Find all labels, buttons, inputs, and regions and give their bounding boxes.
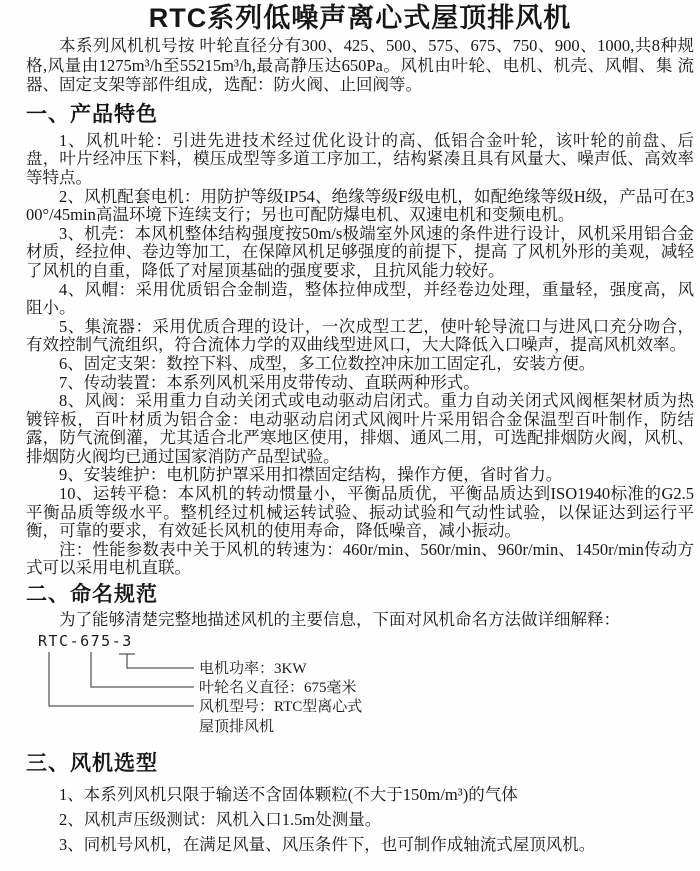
feature-item-10: 10、运转平稳：本风机的转动惯量小，平衡品质优，平衡品质达到ISO1940标准的G2.5平衡品质等级水平。整机经过机械运转试验、振动试验和气动性试验，以保证达到运行平衡，可靠的要求，有效延长风机的使用寿命，降低噪音，减小振动。 [26, 484, 694, 541]
selection-item-2: 2、风机声压级测试：风机入口1.5m处测量。 [59, 809, 382, 829]
callout-line-model [49, 652, 194, 706]
page-title: RTC系列低噪声离心式屋顶排风机 [148, 3, 572, 33]
section-heading-naming: 二、命名规范 [26, 583, 158, 607]
selection-item-3: 3、同机号风机，在满足风量、风压条件下，也可制作成轴流式屋顶风机。 [59, 834, 596, 854]
selection-item-1: 1、本系列风机只限于输送不含固体颗粒(不大于150m/m³)的气体 [59, 784, 518, 804]
intro-paragraph: 本系列风机机号按 叶轮直径分有300、425、500、575、675、750、900、1000,共8种规格,风量由1275m³/h至55215m³/h,最高静压达650Pa。风机由叶轮、电机、机壳、风帽、集 流器、固定支架等部件组成，选配：防火阀、止回阀等。 [26, 36, 694, 95]
features-note: 注：性能参数表中关于风机的转速为：460r/min、560r/min、960r/min、1450r/min传动方式可以采用电机直联。 [26, 539, 694, 578]
callout-line-power-path [127, 654, 194, 668]
feature-item-9: 9、安装维护：电机防护罩采用扣襟固定结构，操作方便，省时省力。 [59, 465, 563, 485]
feature-item-8: 8、风阀：采用重力自动关闭式或电动驱动启闭式。重力自动关闭式风阀框架材质为热镀锌板，百叶材质为铝合金：电动驱动启闭式风阀叶片采用铝合金保温型百叶制作，防结露，防气流倒灌，尤其适合北严寒地区使用，排烟、通风二用，可选配排烟防火阀，风机、排烟防火阀均已通过国家消防产品型试验。 [26, 391, 694, 466]
section-heading-features: 一、产品特色 [26, 102, 158, 126]
feature-item-2: 2、风机配套电机：用防护等级IP54、绝缘等级F级电机，如配绝缘等级H级，产品可在300°/45min高温环境下连续支行；另也可配防爆电机、双速电机和变频电机。 [26, 186, 694, 225]
feature-item-1: 1、风机叶轮：引进先进技术经过优化设计的高、低铝合金叶轮，该叶轮的前盘、后盘，叶片经冲压下料，模压成型等多道工序加工，结构紧凑且具有风量大、噪声低、高效率等特点。 [26, 130, 694, 187]
model-naming-diagram [34, 632, 454, 744]
feature-item-5: 5、集流器：采用优质合理的设计，一次成型工艺，使叶轮导流口与进风口充分吻合，有效控制气流组织，符合流体力学的双曲线型进风口，大大降低入口噪声，提高风机效率。 [26, 316, 694, 355]
feature-item-4: 4、风帽：采用优质铝合金制造，整体拉伸成型，并经卷边处理，重量轻，强度高，风阻小。 [26, 279, 694, 318]
feature-item-7: 7、传动装置：本系列风机采用皮带传动、直联两种形式。 [59, 372, 480, 392]
section-heading-selection: 三、风机选型 [26, 751, 158, 775]
feature-item-6: 6、固定支架：数控下料、成型，多工位数控冲床加工固定孔，安装方便。 [59, 353, 596, 373]
naming-diagram-row [26, 632, 694, 750]
label-motor-power: 电机功率：3KW [199, 660, 307, 677]
callout-line-diameter [91, 652, 194, 687]
naming-intro: 为了能够清楚完整地描述风机的主要信息，下面对风机命名方法做详细解释： [59, 610, 620, 630]
feature-item-3: 3、机壳：本风机整体结构强度按50m/s极端室外风速的条件进行设计，风机采用铝合金材质，经拉伸、卷边等加工，在保障风机足够强度的前提下，提高 了风机外形的美观，减轻了风机的自重，降低了对屋顶基础的强度要求，且抗风能力较好。 [26, 223, 694, 280]
label-fan-model-line1: 风机型号：RTC型离心式 [199, 698, 363, 715]
model-code: RTC-675-3 [38, 631, 133, 650]
label-fan-model-line2: 屋顶排风机 [199, 718, 275, 735]
label-impeller-diameter: 叶轮名义直径：675毫米 [199, 679, 357, 696]
